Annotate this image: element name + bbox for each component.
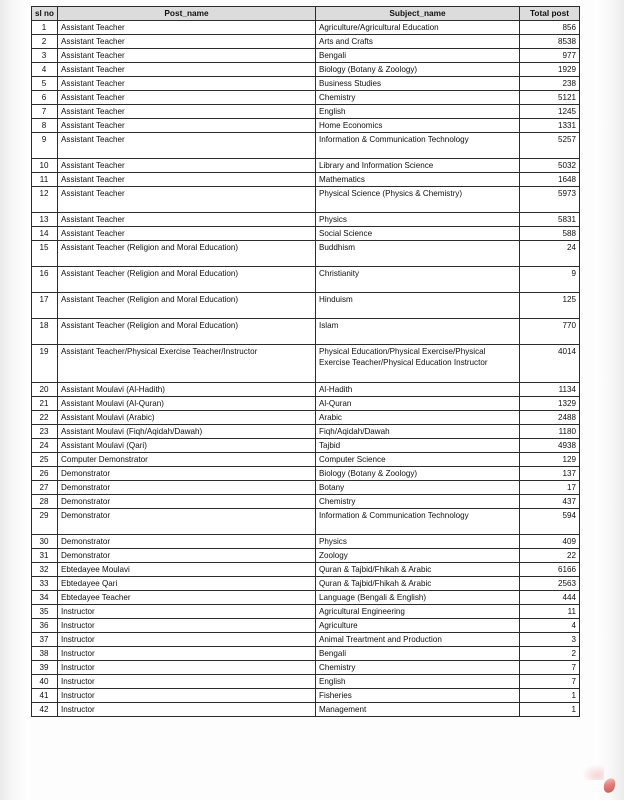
table-row xyxy=(32,439,580,453)
cell-subject-name: Information & Communication Technology xyxy=(316,509,520,535)
cell-post-name: Assistant Teacher xyxy=(58,91,316,105)
post-vacancy-table xyxy=(31,6,580,717)
table-row xyxy=(32,63,580,77)
cell-sl-no: 14 xyxy=(32,227,58,241)
cell-sl-no: 21 xyxy=(32,397,58,411)
cell-subject-name: Library and Information Science xyxy=(316,159,520,173)
table-row xyxy=(32,77,580,91)
cell-subject-name: Social Science xyxy=(316,227,520,241)
table-row xyxy=(32,397,580,411)
cell-total-post: 594 xyxy=(520,509,580,535)
table-header xyxy=(32,7,580,21)
cell-total-post: 1 xyxy=(520,703,580,717)
cell-subject-name: English xyxy=(316,675,520,689)
cell-total-post: 1134 xyxy=(520,383,580,397)
cell-post-name: Instructor xyxy=(58,619,316,633)
cell-post-name: Instructor xyxy=(58,647,316,661)
cell-total-post: 1329 xyxy=(520,397,580,411)
cell-post-name: Assistant Teacher xyxy=(58,213,316,227)
cell-post-name: Instructor xyxy=(58,605,316,619)
cell-total-post: 5973 xyxy=(520,187,580,213)
table-row xyxy=(32,619,580,633)
post-table-container xyxy=(31,6,579,717)
cell-sl-no: 9 xyxy=(32,133,58,159)
cell-subject-name: Computer Science xyxy=(316,453,520,467)
cell-total-post: 137 xyxy=(520,467,580,481)
cell-total-post: 3 xyxy=(520,633,580,647)
table-row xyxy=(32,293,580,319)
cell-sl-no: 38 xyxy=(32,647,58,661)
cell-subject-name: Fiqh/Aqidah/Dawah xyxy=(316,425,520,439)
table-row xyxy=(32,91,580,105)
table-row xyxy=(32,675,580,689)
table-row xyxy=(32,35,580,49)
cell-total-post: 7 xyxy=(520,675,580,689)
table-row xyxy=(32,159,580,173)
cell-sl-no: 24 xyxy=(32,439,58,453)
cell-total-post: 5257 xyxy=(520,133,580,159)
cell-sl-no: 23 xyxy=(32,425,58,439)
cell-sl-no: 18 xyxy=(32,319,58,345)
cell-subject-name: Buddhism xyxy=(316,241,520,267)
table-body xyxy=(32,21,580,717)
cell-total-post: 2 xyxy=(520,647,580,661)
cell-sl-no: 32 xyxy=(32,563,58,577)
cell-total-post: 444 xyxy=(520,591,580,605)
cell-total-post: 2488 xyxy=(520,411,580,425)
cell-sl-no: 12 xyxy=(32,187,58,213)
cell-total-post: 2563 xyxy=(520,577,580,591)
table-row xyxy=(32,227,580,241)
page-corner-red-mark xyxy=(602,777,617,795)
cell-sl-no: 2 xyxy=(32,35,58,49)
table-row xyxy=(32,319,580,345)
cell-sl-no: 26 xyxy=(32,467,58,481)
cell-total-post: 1180 xyxy=(520,425,580,439)
table-row xyxy=(32,21,580,35)
cell-subject-name: Animal Treartment and Production xyxy=(316,633,520,647)
cell-total-post: 5121 xyxy=(520,91,580,105)
table-row xyxy=(32,689,580,703)
cell-sl-no: 3 xyxy=(32,49,58,63)
table-row xyxy=(32,105,580,119)
cell-post-name: Assistant Teacher (Religion and Moral Education) xyxy=(58,319,316,345)
cell-total-post: 4938 xyxy=(520,439,580,453)
cell-post-name: Instructor xyxy=(58,703,316,717)
cell-subject-name: Tajbid xyxy=(316,439,520,453)
table-row xyxy=(32,703,580,717)
cell-sl-no: 15 xyxy=(32,241,58,267)
cell-total-post: 8538 xyxy=(520,35,580,49)
cell-total-post: 22 xyxy=(520,549,580,563)
cell-post-name: Assistant Moulavi (Al-Quran) xyxy=(58,397,316,411)
cell-subject-name: Agriculture/Agricultural Education xyxy=(316,21,520,35)
cell-total-post: 238 xyxy=(520,77,580,91)
cell-sl-no: 34 xyxy=(32,591,58,605)
cell-subject-name: Management xyxy=(316,703,520,717)
cell-sl-no: 35 xyxy=(32,605,58,619)
table-row xyxy=(32,661,580,675)
cell-post-name: Assistant Moulavi (Fiqh/Aqidah/Dawah) xyxy=(58,425,316,439)
cell-post-name: Ebtedayee Qari xyxy=(58,577,316,591)
table-row xyxy=(32,633,580,647)
cell-total-post: 588 xyxy=(520,227,580,241)
table-row xyxy=(32,133,580,159)
table-row xyxy=(32,267,580,293)
cell-post-name: Instructor xyxy=(58,689,316,703)
cell-post-name: Assistant Teacher xyxy=(58,35,316,49)
cell-total-post: 1 xyxy=(520,689,580,703)
page-edge-shadow-right xyxy=(594,0,624,800)
cell-total-post: 977 xyxy=(520,49,580,63)
table-row xyxy=(32,425,580,439)
cell-post-name: Assistant Teacher xyxy=(58,159,316,173)
column-header-subject-name: Subject_name xyxy=(316,7,520,21)
table-row xyxy=(32,605,580,619)
cell-subject-name: Bengali xyxy=(316,49,520,63)
header-row xyxy=(32,7,580,21)
table-row xyxy=(32,411,580,425)
column-header-sl-no: sl no xyxy=(32,7,58,21)
cell-subject-name: Chemistry xyxy=(316,495,520,509)
table-row xyxy=(32,591,580,605)
cell-subject-name: Mathematics xyxy=(316,173,520,187)
table-row xyxy=(32,49,580,63)
cell-post-name: Assistant Teacher/Physical Exercise Teacher/Instructor xyxy=(58,345,316,383)
cell-post-name: Demonstrator xyxy=(58,495,316,509)
cell-subject-name: Information & Communication Technology xyxy=(316,133,520,159)
cell-post-name: Assistant Teacher (Religion and Moral Education) xyxy=(58,267,316,293)
cell-subject-name: Botany xyxy=(316,481,520,495)
cell-post-name: Instructor xyxy=(58,633,316,647)
cell-sl-no: 8 xyxy=(32,119,58,133)
cell-subject-name: Bengali xyxy=(316,647,520,661)
cell-sl-no: 4 xyxy=(32,63,58,77)
cell-post-name: Assistant Moulavi (Al-Hadith) xyxy=(58,383,316,397)
cell-total-post: 1245 xyxy=(520,105,580,119)
cell-sl-no: 17 xyxy=(32,293,58,319)
cell-subject-name: Language (Bengali & English) xyxy=(316,591,520,605)
cell-total-post: 129 xyxy=(520,453,580,467)
cell-total-post: 7 xyxy=(520,661,580,675)
cell-post-name: Assistant Teacher xyxy=(58,49,316,63)
cell-total-post: 409 xyxy=(520,535,580,549)
table-row xyxy=(32,481,580,495)
cell-subject-name: Home Economics xyxy=(316,119,520,133)
cell-post-name: Assistant Moulavi (Arabic) xyxy=(58,411,316,425)
cell-subject-name: Arts and Crafts xyxy=(316,35,520,49)
cell-sl-no: 5 xyxy=(32,77,58,91)
cell-post-name: Demonstrator xyxy=(58,509,316,535)
column-header-post-name: Post_name xyxy=(58,7,316,21)
cell-total-post: 5831 xyxy=(520,213,580,227)
cell-subject-name: Quran & Tajbid/Fhikah & Arabic xyxy=(316,563,520,577)
cell-sl-no: 29 xyxy=(32,509,58,535)
cell-subject-name: Christianity xyxy=(316,267,520,293)
cell-post-name: Demonstrator xyxy=(58,549,316,563)
cell-post-name: Assistant Teacher xyxy=(58,63,316,77)
cell-subject-name: English xyxy=(316,105,520,119)
table-row xyxy=(32,119,580,133)
table-row xyxy=(32,563,580,577)
cell-sl-no: 16 xyxy=(32,267,58,293)
cell-subject-name: Physics xyxy=(316,213,520,227)
cell-sl-no: 13 xyxy=(32,213,58,227)
table-row xyxy=(32,345,580,383)
cell-sl-no: 22 xyxy=(32,411,58,425)
cell-post-name: Assistant Teacher xyxy=(58,227,316,241)
cell-sl-no: 39 xyxy=(32,661,58,675)
table-row xyxy=(32,213,580,227)
cell-post-name: Assistant Teacher (Religion and Moral Education) xyxy=(58,293,316,319)
cell-post-name: Ebtedayee Teacher xyxy=(58,591,316,605)
column-header-total-post: Total post xyxy=(520,7,580,21)
cell-subject-name: Biology (Botany & Zoology) xyxy=(316,467,520,481)
cell-sl-no: 41 xyxy=(32,689,58,703)
table-row xyxy=(32,577,580,591)
cell-total-post: 770 xyxy=(520,319,580,345)
table-row xyxy=(32,509,580,535)
cell-total-post: 1331 xyxy=(520,119,580,133)
cell-total-post: 11 xyxy=(520,605,580,619)
cell-sl-no: 20 xyxy=(32,383,58,397)
cell-subject-name: Physical Science (Physics & Chemistry) xyxy=(316,187,520,213)
cell-sl-no: 11 xyxy=(32,173,58,187)
cell-total-post: 4 xyxy=(520,619,580,633)
cell-total-post: 437 xyxy=(520,495,580,509)
cell-post-name: Assistant Moulavi (Qari) xyxy=(58,439,316,453)
cell-subject-name: Hinduism xyxy=(316,293,520,319)
cell-total-post: 1929 xyxy=(520,63,580,77)
cell-total-post: 1648 xyxy=(520,173,580,187)
cell-sl-no: 36 xyxy=(32,619,58,633)
cell-sl-no: 42 xyxy=(32,703,58,717)
cell-subject-name: Al-Hadith xyxy=(316,383,520,397)
cell-post-name: Instructor xyxy=(58,661,316,675)
cell-post-name: Computer Demonstrator xyxy=(58,453,316,467)
cell-post-name: Assistant Teacher xyxy=(58,21,316,35)
table-row xyxy=(32,647,580,661)
cell-subject-name: Fisheries xyxy=(316,689,520,703)
cell-post-name: Assistant Teacher xyxy=(58,105,316,119)
cell-subject-name: Biology (Botany & Zoology) xyxy=(316,63,520,77)
cell-total-post: 125 xyxy=(520,293,580,319)
cell-subject-name: Physics xyxy=(316,535,520,549)
cell-sl-no: 25 xyxy=(32,453,58,467)
cell-subject-name: Business Studies xyxy=(316,77,520,91)
table-row xyxy=(32,535,580,549)
cell-subject-name: Physical Education/Physical Exercise/Physical Exercise Teacher/Physical Education Instructor xyxy=(316,345,520,383)
cell-total-post: 9 xyxy=(520,267,580,293)
cell-subject-name: Agriculture xyxy=(316,619,520,633)
cell-subject-name: Al-Quran xyxy=(316,397,520,411)
cell-subject-name: Chemistry xyxy=(316,661,520,675)
cell-sl-no: 33 xyxy=(32,577,58,591)
cell-post-name: Assistant Teacher xyxy=(58,77,316,91)
page-corner-smudge xyxy=(582,764,604,780)
cell-sl-no: 40 xyxy=(32,675,58,689)
cell-subject-name: Chemistry xyxy=(316,91,520,105)
cell-post-name: Assistant Teacher xyxy=(58,133,316,159)
cell-sl-no: 7 xyxy=(32,105,58,119)
cell-post-name: Instructor xyxy=(58,675,316,689)
cell-post-name: Assistant Teacher xyxy=(58,119,316,133)
cell-total-post: 5032 xyxy=(520,159,580,173)
cell-subject-name: Agricultural Engineering xyxy=(316,605,520,619)
cell-total-post: 6166 xyxy=(520,563,580,577)
cell-subject-name: Arabic xyxy=(316,411,520,425)
cell-total-post: 4014 xyxy=(520,345,580,383)
cell-sl-no: 19 xyxy=(32,345,58,383)
page-edge-shadow-left xyxy=(0,0,30,800)
cell-sl-no: 31 xyxy=(32,549,58,563)
table-row xyxy=(32,187,580,213)
cell-sl-no: 27 xyxy=(32,481,58,495)
table-row xyxy=(32,453,580,467)
cell-sl-no: 1 xyxy=(32,21,58,35)
cell-post-name: Ebtedayee Moulavi xyxy=(58,563,316,577)
table-row xyxy=(32,173,580,187)
cell-total-post: 17 xyxy=(520,481,580,495)
cell-post-name: Demonstrator xyxy=(58,481,316,495)
table-row xyxy=(32,495,580,509)
cell-sl-no: 10 xyxy=(32,159,58,173)
cell-total-post: 24 xyxy=(520,241,580,267)
table-row xyxy=(32,549,580,563)
cell-sl-no: 6 xyxy=(32,91,58,105)
cell-total-post: 856 xyxy=(520,21,580,35)
cell-post-name: Demonstrator xyxy=(58,467,316,481)
cell-post-name: Assistant Teacher (Religion and Moral Education) xyxy=(58,241,316,267)
table-row xyxy=(32,241,580,267)
cell-sl-no: 30 xyxy=(32,535,58,549)
cell-subject-name: Islam xyxy=(316,319,520,345)
cell-post-name: Assistant Teacher xyxy=(58,187,316,213)
table-row xyxy=(32,383,580,397)
cell-post-name: Assistant Teacher xyxy=(58,173,316,187)
table-row xyxy=(32,467,580,481)
cell-sl-no: 28 xyxy=(32,495,58,509)
cell-subject-name: Zoology xyxy=(316,549,520,563)
cell-sl-no: 37 xyxy=(32,633,58,647)
cell-subject-name: Quran & Tajbid/Fhikah & Arabic xyxy=(316,577,520,591)
cell-post-name: Demonstrator xyxy=(58,535,316,549)
